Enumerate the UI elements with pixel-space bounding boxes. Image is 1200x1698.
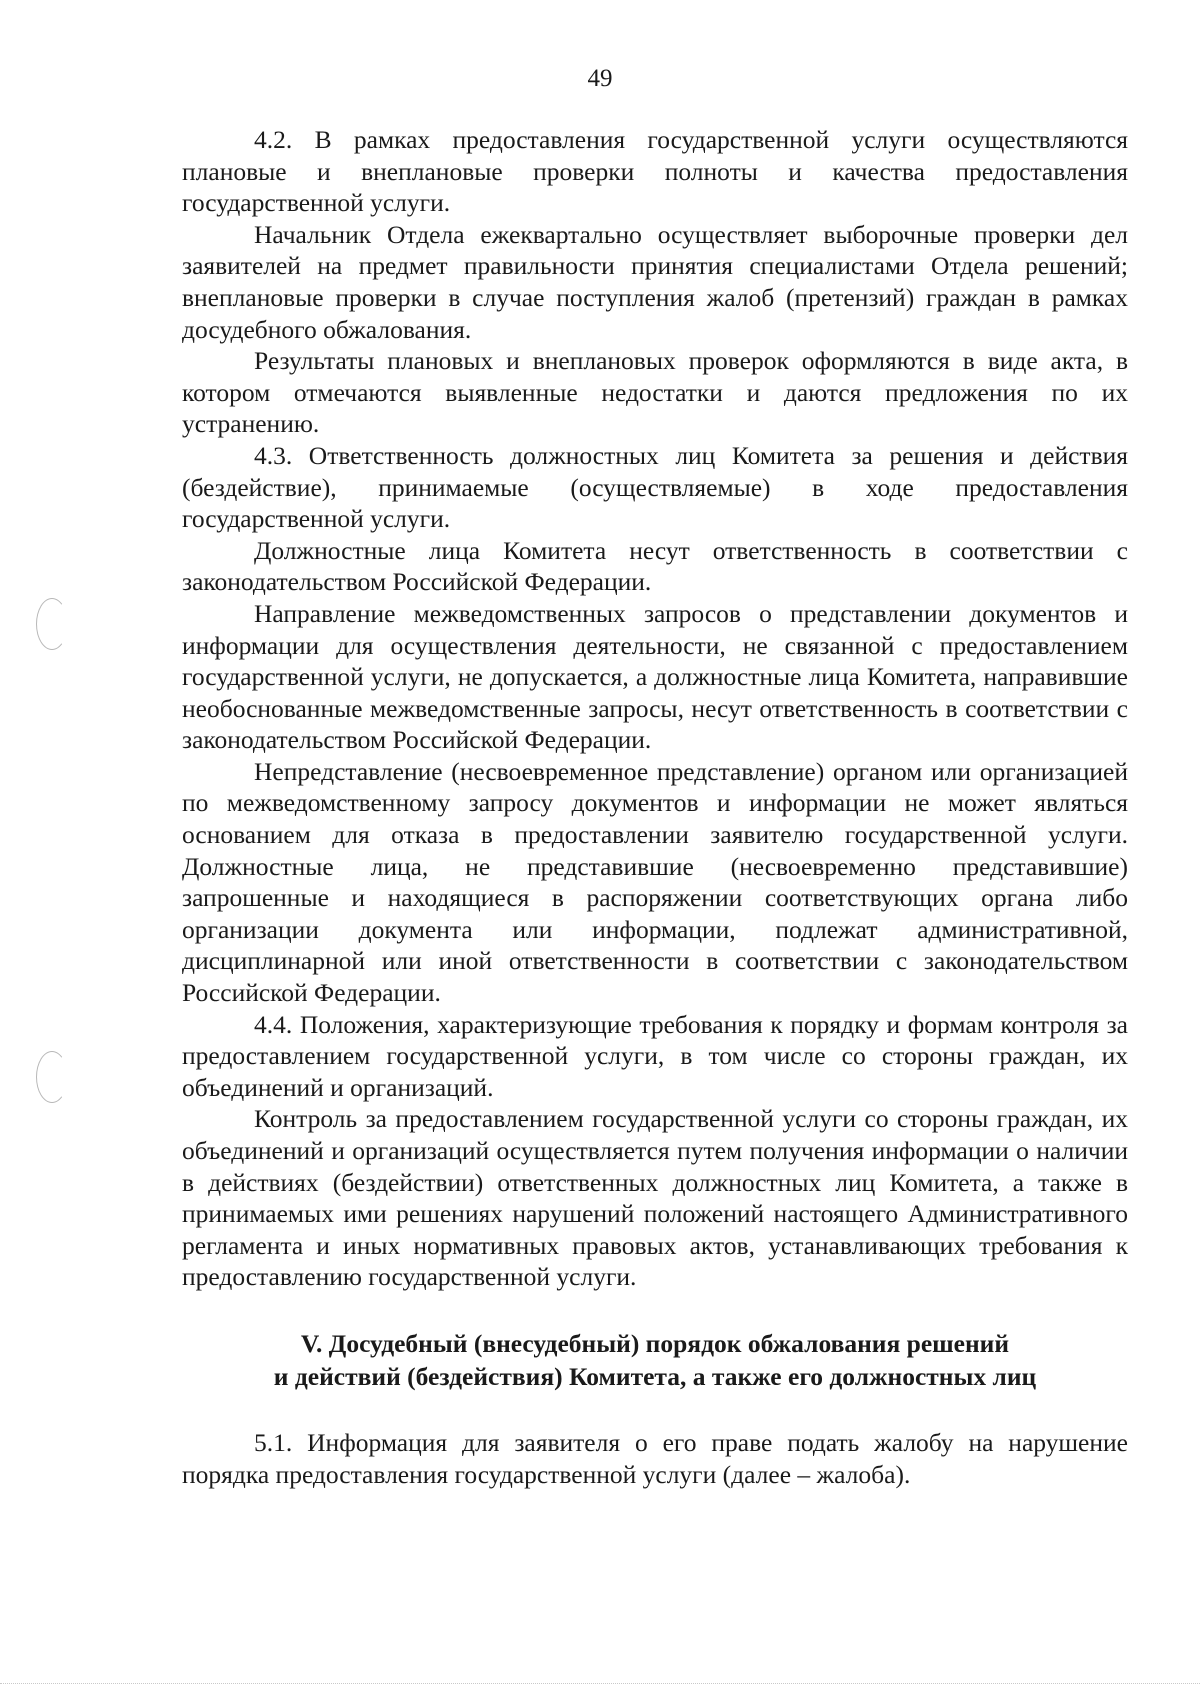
paragraph-interagency-requests: Направление межведомственных запросов о представлении документов и информации для осуществления деятельности, не связанной с предоставлением государственной услуги, не допускается, а должностные лица Комитета, направившие необоснованные межведомственные запросы, несут ответственность в соответствии с законодательством Российской Федерации. [182,598,1128,755]
document-body [182,124,1128,1490]
paragraph-inspections-by-head: Начальник Отдела ежеквартально осуществляет выборочные проверки дел заявителей на предмет правильности принятия специалистами Отдела решений; внеплановые проверки в случае поступления жалоб (претензий) граждан в рамках досудебного обжалования. [182,219,1128,344]
scan-edge-line [0,1683,1200,1684]
paragraph-4-3: 4.3. Ответственность должностных лиц Комитета за решения и действия (бездействие), принимаемые (осуществляемые) в ходе предоставления государственной услуги. [182,440,1128,534]
page-number: 49 [587,65,613,92]
paragraph-5-1: 5.1. Информация для заявителя о его праве подать жалобу на нарушение порядка предоставления государственной услуги (далее – жалоба). [182,1427,1128,1489]
paragraph-officials-liability: Должностные лица Комитета несут ответственность в соответствии с законодательством Российской Федерации. [182,535,1128,597]
punch-hole-mark [36,1051,68,1103]
paragraph-non-submission: Непредставление (несвоевременное представление) органом или организацией по межведомственному запросу документов и информации не может являться основанием для отказа в предоставлении заявителю государственной услуги. Должностные лица, не представившие (несвоевременно представившие) запрошенные и находящиеся в распоряжении соответствующих органа либо организации документа или информации, подлежат административной, дисциплинарной или иной ответственности в соответствии с законодательством Российской Федерации. [182,756,1128,1008]
paragraph-4-4: 4.4. Положения, характеризующие требования к порядку и формам контроля за предоставлением государственной услуги, в том числе со стороны граждан, их объединений и организаций. [182,1009,1128,1102]
punch-hole-mark [36,598,68,650]
paragraph-inspection-results: Результаты плановых и внеплановых проверок оформляются в виде акта, в котором отмечаются выявленные недостатки и даются предложения по их устранению. [182,346,1128,439]
section-v-heading [182,1327,1128,1393]
paragraph-citizen-control: Контроль за предоставлением государственной услуги со стороны граждан, их объединений и организаций осуществляется путем получения информации о наличии в действиях (бездействии) ответственных должностных лиц Комитета, а также в принимаемых ими решениях нарушений положений настоящего Административного регламента и иных нормативных правовых актов, устанавливающих требования к предоставлению государственной услуги. [182,1104,1128,1292]
section-heading-line-1: V. Досудебный (внесудебный) порядок обжалования решений [300,1328,1010,1358]
paragraph-4-2: 4.2. В рамках предоставления государственной услуги осуществляются плановые и внеплановые проверки полноты и качества предоставления государственной услуги. [182,125,1128,218]
section-heading-line-2: и действий (бездействия) Комитета, а также его должностных лиц [273,1361,1037,1391]
